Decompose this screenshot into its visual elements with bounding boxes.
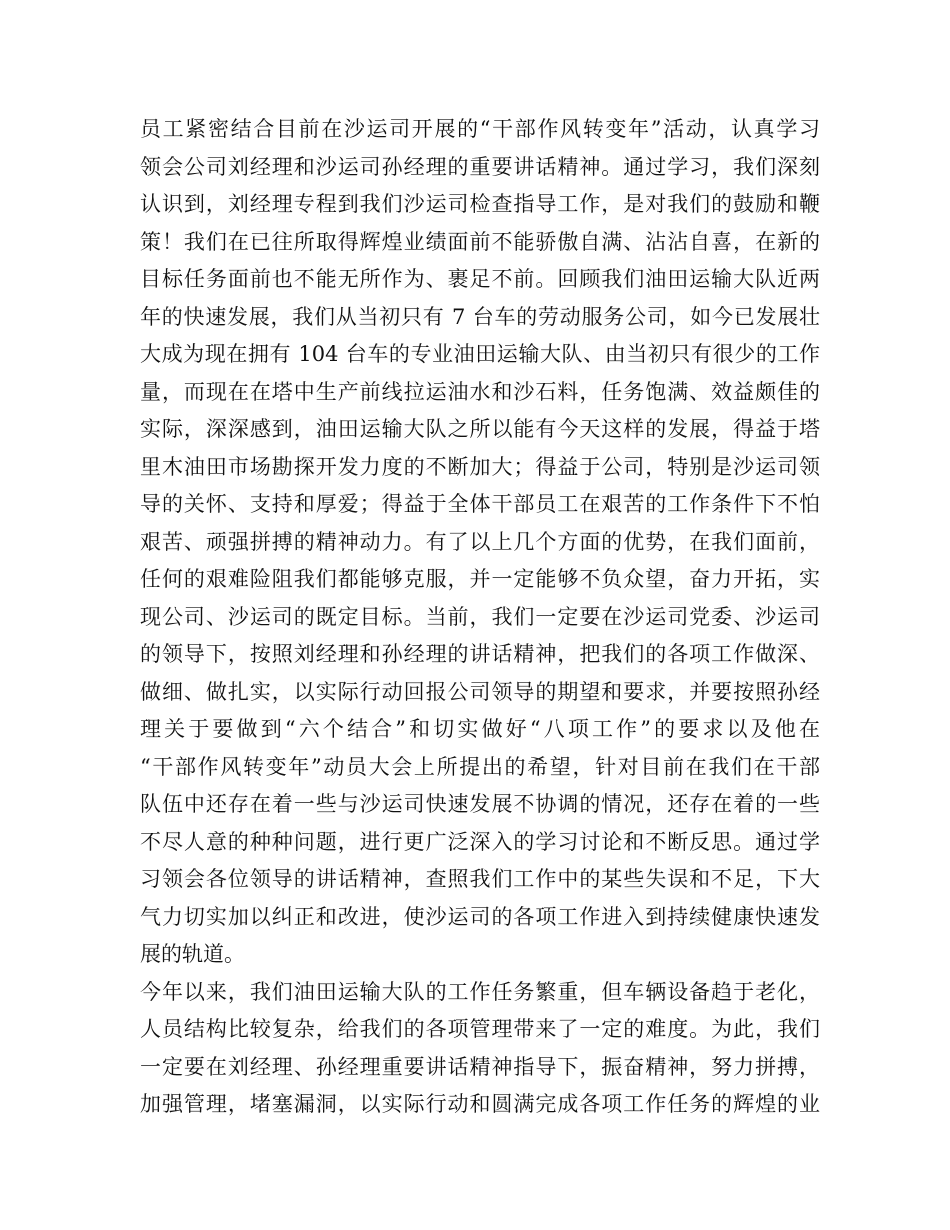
text-line: 目标任务面前也不能无所作为、裹足不前。回顾我们油田运输大队近两: [140, 267, 820, 291]
text-line: 里木油田市场勘探开发力度的不断加大；得益于公司，特别是沙运司领: [140, 454, 820, 479]
text-line: 量，而现在在塔中生产前线拉运油水和沙石料，任务饱满、效益颇佳的: [140, 379, 820, 404]
text-line: 的领导下，按照刘经理和孙经理的讲话精神，把我们的各项工作做深、: [140, 642, 820, 666]
text-line: 加强管理，堵塞漏洞，以实际行动和圆满完成各项工作任务的辉煌的业: [140, 1092, 820, 1116]
text-line: 不尽人意的种种问题，进行更广泛深入的学习讨论和不断反思。通过学: [140, 829, 820, 854]
text-line: 员工紧密结合目前在沙运司开展的“干部作风转变年”活动，认真学习: [140, 117, 820, 141]
text-line: 做细、做扎实，以实际行动回报公司领导的期望和要求，并要按照孙经: [140, 679, 820, 704]
text-line: 一定要在刘经理、孙经理重要讲话精神指导下，振奋精神，努力拼搏，: [140, 1054, 820, 1079]
text-line: 现公司、沙运司的既定目标。当前，我们一定要在沙运司党委、沙运司: [140, 604, 820, 629]
text-line: 大成为现在拥有 104 台车的专业油田运输大队、由当初只有很少的工作: [140, 342, 820, 366]
text-line: 艰苦、顽强拼搏的精神动力。有了以上几个方面的优势，在我们面前，: [140, 529, 820, 554]
text-line: 气力切实加以纠正和改进，使沙运司的各项工作进入到持续健康快速发: [140, 904, 820, 929]
text-line: “干部作风转变年”动员大会上所提出的希望，针对目前在我们在干部: [140, 754, 820, 779]
paragraph-1: [140, 111, 820, 974]
text-line: 领会公司刘经理和沙运司孙经理的重要讲话精神。通过学习，我们深刻: [140, 154, 820, 179]
document-body: [140, 111, 820, 1124]
text-line: 习领会各位领导的讲话精神，查照我们工作中的某些失误和不足，下大: [140, 867, 820, 891]
text-line: 导的关怀、支持和厚爱；得益于全体干部员工在艰苦的工作条件下不怕: [140, 492, 820, 516]
text-line: 人员结构比较复杂，给我们的各项管理带来了一定的难度。为此，我们: [140, 1017, 820, 1041]
text-line: 展的轨道。: [140, 942, 245, 966]
text-line: 认识到，刘经理专程到我们沙运司检查指导工作，是对我们的鼓励和鞭: [140, 192, 820, 216]
text-line: 任何的艰难险阻我们都能够克服，并一定能够不负众望，奋力开拓，实: [140, 567, 820, 591]
text-line: 今年以来，我们油田运输大队的工作任务繁重，但车辆设备趋于老化，: [140, 979, 820, 1004]
text-line: 年的快速发展，我们从当初只有 7 台车的劳动服务公司，如今已发展壮: [140, 304, 820, 329]
text-line: 理关于要做到“六个结合”和切实做好“八项工作”的要求以及他在: [140, 717, 820, 741]
text-line: 策！我们在已往所取得辉煌业绩面前不能骄傲自满、沾沾自喜，在新的: [140, 229, 820, 254]
text-line: 实际，深深感到，油田运输大队之所以能有今天这样的发展，得益于塔: [140, 417, 820, 441]
text-line: 队伍中还存在着一些与沙运司快速发展不协调的情况，还存在着的一些: [140, 792, 820, 816]
paragraph-2: [140, 974, 820, 1124]
